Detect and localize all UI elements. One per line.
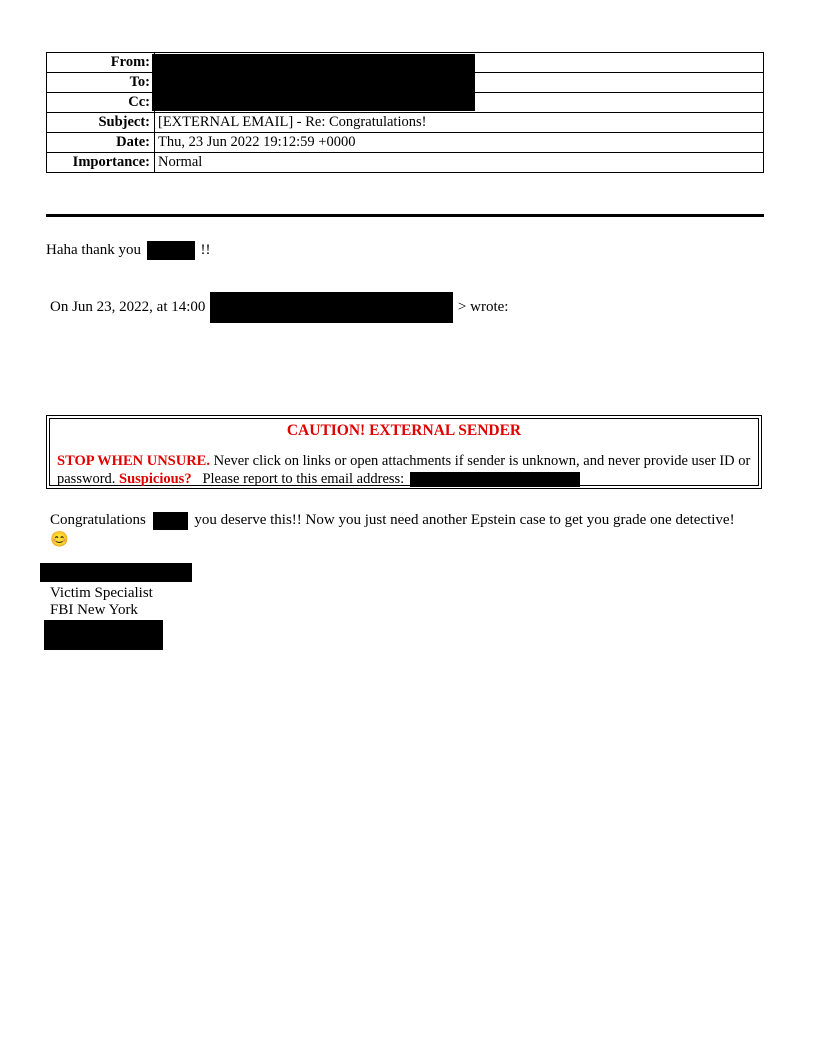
header-label-importance: Importance: [47, 153, 155, 173]
quoted-message [50, 510, 780, 550]
header-value-subject: [EXTERNAL EMAIL] - Re: Congratulations! [155, 113, 764, 133]
header-divider [46, 214, 764, 217]
caution-banner [46, 415, 762, 489]
redaction-bar-signature-name [40, 563, 192, 582]
redaction-bar-signature-contact [44, 620, 163, 650]
header-label-cc: Cc: [47, 93, 155, 113]
redaction-bar-report-address [410, 472, 580, 487]
header-value-importance: Normal [155, 153, 764, 173]
signature-org: FBI New York [50, 602, 138, 618]
quoted-message-part-1: Congratulations [50, 512, 146, 528]
signature-title: Victim Specialist [50, 585, 153, 601]
quoted-message-part-2: you deserve this!! Now you just need another Epstein case to get you grade one detective! [194, 512, 735, 528]
header-label-date: Date: [47, 133, 155, 153]
caution-banner-body [57, 452, 757, 488]
header-label-subject: Subject: [47, 113, 155, 133]
header-label-to: To: [47, 73, 155, 93]
redaction-bar-header-addresses [152, 54, 475, 111]
header-row-date [47, 133, 764, 153]
caution-banner-title: CAUTION! EXTERNAL SENDER [286, 422, 522, 439]
quote-attribution-suffix: > wrote: [457, 298, 509, 315]
header-label-from: From: [47, 53, 155, 73]
reply-text-after: !! [200, 242, 211, 258]
caution-banner-lead: STOP WHEN UNSURE. [57, 453, 210, 469]
reply-text-before: Haha thank you [46, 242, 141, 258]
header-row-importance [47, 153, 764, 173]
redaction-bar-quote-sender [210, 292, 453, 323]
header-value-date: Thu, 23 Jun 2022 19:12:59 +0000 [155, 133, 764, 153]
redaction-bar-reply-name [147, 241, 195, 260]
caution-banner-text-1: Never click on links or open attachments if sender is unknown, and never provide user ID or password. [57, 453, 751, 487]
redaction-bar-quoted-name [153, 512, 188, 530]
caution-banner-emphasis: Suspicious? [119, 471, 192, 487]
quote-attribution-prefix: On Jun 23, 2022, at 14:00 [50, 298, 206, 315]
caution-banner-text-2: Please report to this email address: [202, 471, 405, 487]
smiling-face-emoji: 😊 [50, 532, 69, 548]
header-row-subject [47, 113, 764, 133]
reply-body-line [46, 241, 210, 260]
quote-attribution-line [50, 292, 508, 323]
